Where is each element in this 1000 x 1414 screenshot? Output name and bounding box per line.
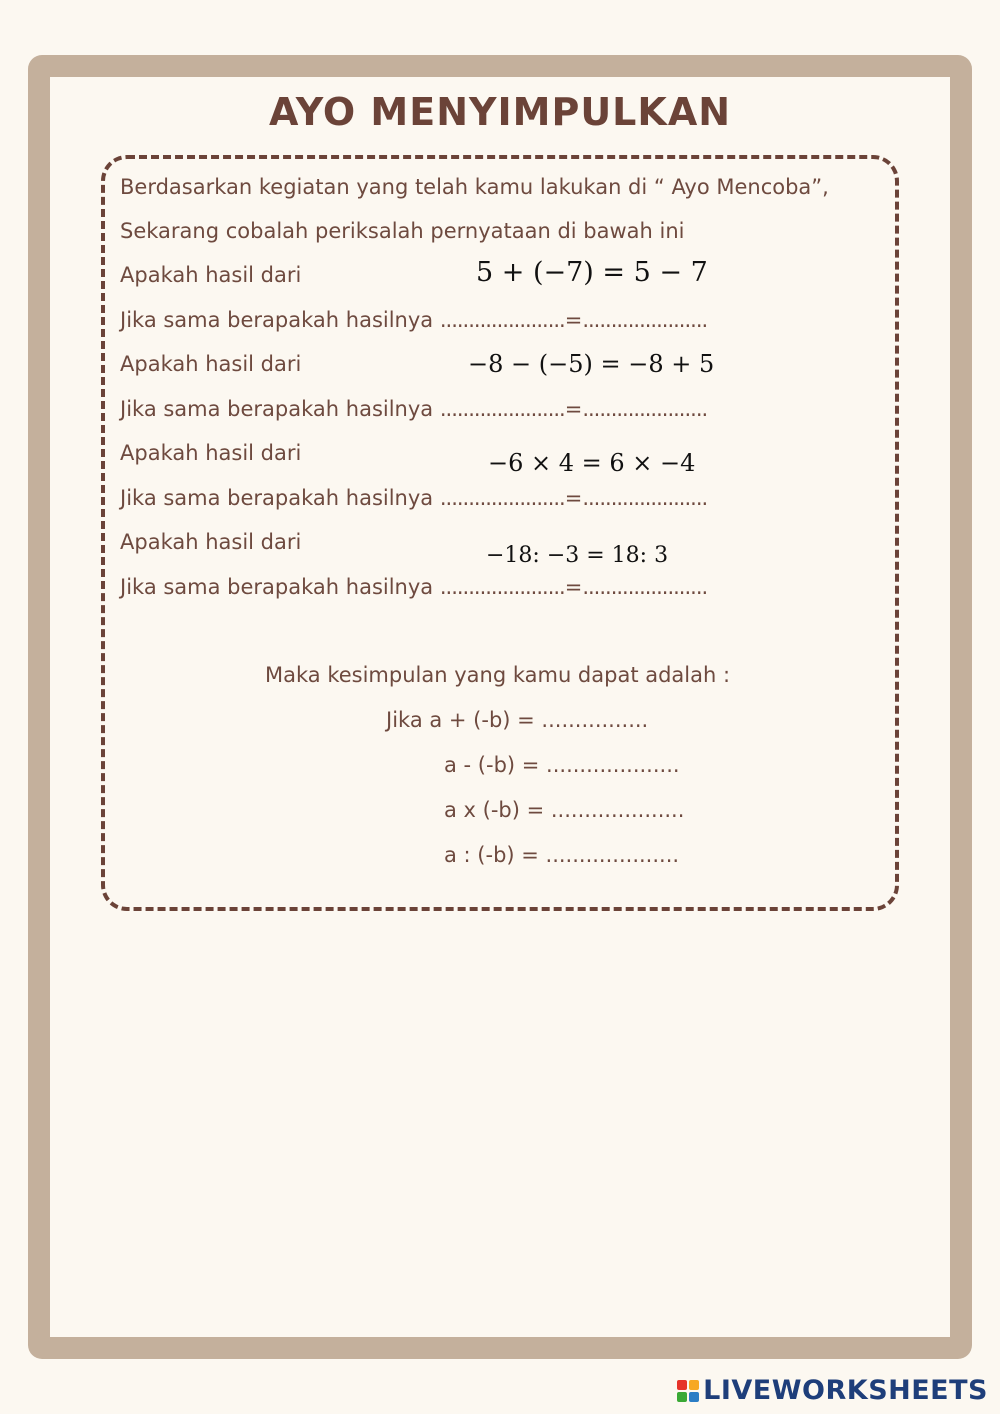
question-label-1: Apakah hasil dari (120, 263, 302, 287)
logo-square-i (689, 1380, 699, 1390)
conclusion-line-divide[interactable]: a : (-b) = .................... (444, 843, 680, 867)
brand-name: LIVEWORKSHEETS (703, 1375, 988, 1406)
answer-blank-left[interactable]: ...................... (439, 397, 565, 421)
logo-square-l (677, 1380, 687, 1390)
answer-blank-right[interactable]: ...................... (582, 575, 708, 599)
intro-line-1: Berdasarkan kegiatan yang telah kamu lakukan di “ Ayo Mencoba”, (120, 175, 829, 199)
answer-blank-right[interactable]: ...................... (582, 308, 708, 332)
expression-3: −6 × 4 = 6 × −4 (488, 449, 696, 477)
answer-row-2 (120, 396, 707, 422)
answer-equals: = (564, 308, 583, 332)
question-label-4: Apakah hasil dari (120, 530, 302, 554)
conclusion-heading: Maka kesimpulan yang kamu dapat adalah : (265, 663, 731, 687)
answer-blank-right[interactable]: ...................... (582, 397, 708, 421)
answer-row-1 (120, 307, 707, 333)
answer-label: Jika sama berapakah hasilnya (120, 486, 434, 510)
conclusion-line-add[interactable]: Jika a + (-b) = ................ (386, 708, 649, 732)
expression-1: 5 + (−7) = 5 − 7 (476, 257, 708, 288)
answer-blank-left[interactable]: ...................... (439, 486, 565, 510)
answer-label: Jika sama berapakah hasilnya (120, 308, 434, 332)
answer-row-3 (120, 485, 707, 511)
intro-line-2: Sekarang cobalah periksalah pernyataan di bawah ini (120, 219, 685, 243)
answer-equals: = (564, 397, 583, 421)
answer-label: Jika sama berapakah hasilnya (120, 575, 434, 599)
conclusion-line-multiply[interactable]: a x (-b) = .................... (444, 798, 685, 822)
answer-row-4 (120, 574, 707, 600)
logo-square-e (689, 1392, 699, 1402)
answer-equals: = (564, 486, 583, 510)
conclusion-line-subtract[interactable]: a - (-b) = .................... (444, 753, 680, 777)
question-label-2: Apakah hasil dari (120, 352, 302, 376)
expression-4: −18: −3 = 18: 3 (486, 543, 669, 568)
liveworksheets-icon (677, 1380, 699, 1402)
answer-equals: = (564, 575, 583, 599)
answer-blank-right[interactable]: ...................... (582, 486, 708, 510)
logo-square-v (677, 1392, 687, 1402)
answer-label: Jika sama berapakah hasilnya (120, 397, 434, 421)
liveworksheets-logo (677, 1375, 988, 1406)
answer-blank-left[interactable]: ...................... (439, 575, 565, 599)
expression-2: −8 − (−5) = −8 + 5 (468, 350, 715, 378)
answer-blank-left[interactable]: ...................... (439, 308, 565, 332)
question-label-3: Apakah hasil dari (120, 441, 302, 465)
page-title: AYO MENYIMPULKAN (268, 90, 732, 134)
